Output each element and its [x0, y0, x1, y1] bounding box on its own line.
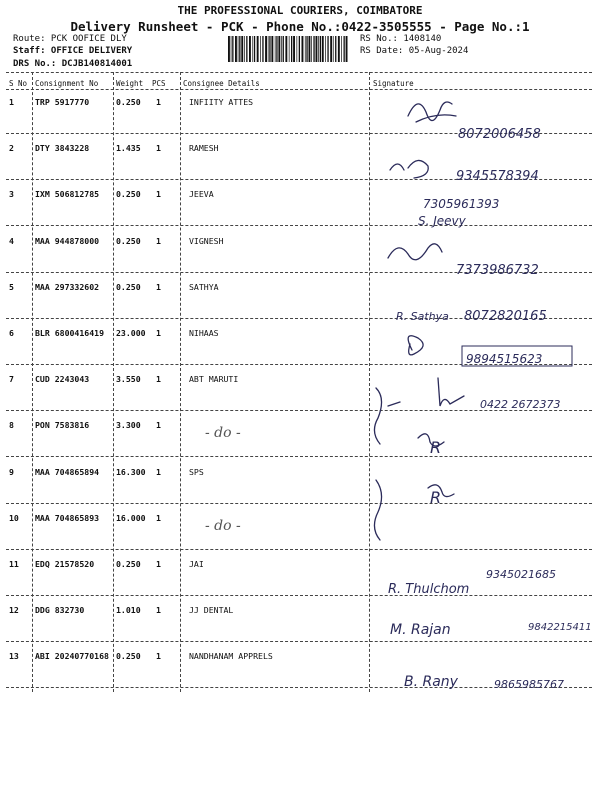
cell-pcs: 1: [156, 235, 161, 246]
route-label: Route: PCK OOFICE DLY: [13, 34, 127, 44]
handwritten-phone: 7373986732: [456, 263, 539, 278]
barcode-bar: [325, 36, 326, 62]
signature-scribble: [408, 336, 423, 355]
cell-pcs: 1: [156, 605, 161, 616]
cell-consignee: VIGNESH: [189, 235, 224, 246]
cell-pcs: 1: [156, 466, 161, 477]
cell-sno: 7: [9, 374, 14, 385]
cell-weight: 1.010: [116, 605, 141, 616]
cell-weight: 16.300: [116, 466, 146, 477]
cell-pcs: 1: [156, 420, 161, 431]
handwritten-phone: 8072006458: [458, 127, 541, 142]
barcode-bar: [344, 36, 345, 62]
barcode-bar: [260, 36, 261, 62]
cell-weight: 3.300: [116, 420, 141, 431]
cell-consignment: EDQ 21578520: [35, 559, 95, 569]
barcode-bar: [257, 36, 259, 62]
barcode-bar: [278, 36, 280, 62]
cell-weight: 0.250: [116, 281, 141, 292]
col-header-sno: S No: [9, 79, 28, 88]
col-header-pcs: PCS: [152, 79, 166, 88]
handwritten-phone: 9842215411: [528, 622, 592, 633]
barcode-bar: [262, 36, 263, 62]
barcode-bar: [241, 36, 243, 62]
company-title: THE PROFESSIONAL COURIERS, COIMBATORE: [177, 4, 423, 17]
barcode-bar: [330, 36, 332, 62]
barcode-bar: [341, 36, 342, 62]
barcode-bar: [271, 36, 273, 62]
cell-consignee: JEEVA: [189, 189, 214, 200]
handwritten-phone: 0422 2672373: [480, 398, 561, 411]
cell-consignment: MAA 704865894: [35, 466, 100, 477]
cell-weight: 23.000: [116, 328, 146, 338]
cell-consignment: MAA 704865893: [35, 512, 100, 523]
cell-consignee: SATHYA: [189, 281, 219, 292]
barcode-bar: [285, 36, 287, 62]
barcode-bar: [249, 36, 251, 62]
drs-number: DRS No.: DCJB140814001: [13, 59, 133, 69]
barcode-bar: [252, 36, 253, 62]
barcode-bar: [238, 36, 239, 62]
cell-consignment: CUD 2243043: [35, 374, 90, 385]
cell-consignee: NIHAAS: [189, 328, 219, 338]
barcode-bar: [293, 36, 295, 62]
barcode-bar: [231, 36, 232, 62]
handwritten-phone: 8072820165: [464, 309, 547, 324]
cell-sno: 8: [9, 420, 14, 431]
cell-consignee: NANDHANAM APPRELS: [189, 651, 273, 662]
cell-pcs: 1: [156, 374, 161, 385]
ditto-mark: - do -: [205, 425, 241, 441]
cell-consignment: MAA 297332602: [35, 281, 100, 292]
barcode-bar: [318, 36, 319, 62]
cell-pcs: 1: [156, 328, 161, 338]
handwritten-phone: 9894515623: [466, 352, 543, 366]
handwritten-signature: B. Rany: [404, 674, 458, 690]
cell-sno: 12: [9, 605, 19, 616]
cell-sno: 10: [9, 512, 19, 523]
col-divider: [113, 72, 114, 692]
handwritten-initials: R: [430, 438, 442, 457]
barcode-bar: [246, 36, 247, 62]
col-header-consignee: Consignee Details: [183, 79, 260, 88]
cell-pcs: 1: [156, 651, 161, 662]
cell-consignment: BLR 6800416419: [35, 328, 105, 338]
handwritten-phone: 9345578394: [456, 169, 539, 184]
cell-sno: 6: [9, 328, 14, 338]
handwritten-phone: 9865985767: [494, 678, 564, 691]
cell-weight: 0.250: [116, 189, 141, 200]
barcode-bar: [268, 36, 269, 62]
cell-consignment: PON 7583816: [35, 420, 90, 431]
cell-weight: 3.550: [116, 374, 141, 385]
barcode-bar: [276, 36, 277, 62]
barcode-bar: [299, 36, 300, 62]
cell-pcs: 1: [156, 143, 161, 154]
barcode: [228, 36, 348, 62]
barcode-bar: [327, 36, 328, 62]
signature-scribble: [374, 480, 381, 540]
barcode-bar: [297, 36, 298, 62]
barcode-bar: [281, 36, 282, 62]
handwritten-signature: R. Thulchom: [388, 582, 470, 597]
barcode-bar: [322, 36, 324, 62]
barcode-bar: [313, 36, 314, 62]
handwritten-signature: R. Sathya: [396, 310, 449, 323]
rs-date: RS Date: 05-Aug-2024: [360, 46, 469, 56]
handwritten-initials: R: [430, 488, 442, 507]
cell-consignment: TRP 5917770: [35, 97, 90, 107]
barcode-bar: [254, 36, 255, 62]
barcode-bar: [309, 36, 311, 62]
handwritten-phone: 7305961393: [423, 197, 500, 211]
cell-consignment: MAA 944878000: [35, 235, 100, 246]
barcode-bar: [275, 36, 276, 62]
barcode-bar: [269, 36, 270, 62]
barcode-bar: [305, 36, 306, 62]
barcode-bar: [244, 36, 245, 62]
col-divider: [180, 72, 181, 692]
staff-label: Staff: OFFICE DELIVERY: [13, 46, 133, 56]
cell-pcs: 1: [156, 189, 161, 200]
barcode-bar: [239, 36, 240, 62]
barcode-bar: [338, 36, 340, 62]
signature-scribble: [390, 160, 428, 178]
col-header-weight: Weight: [116, 79, 144, 88]
signature-scribble: [438, 378, 464, 406]
col-header-signature: Signature: [373, 79, 414, 88]
cell-consignment: DTY 3843228: [35, 143, 90, 154]
barcode-bar: [289, 36, 290, 62]
cell-consignee: ABT MARUTI: [189, 374, 239, 385]
cell-weight: 1.435: [116, 143, 141, 154]
cell-sno: 3: [9, 189, 14, 200]
cell-consignee: SPS: [189, 466, 204, 477]
cell-sno: 9: [9, 466, 14, 477]
barcode-bar: [311, 36, 312, 62]
cell-consignee: JAI: [189, 559, 204, 569]
cell-sno: 13: [9, 651, 19, 662]
barcode-bar: [333, 36, 334, 62]
handwritten-signature: M. Rajan: [390, 622, 451, 638]
cell-consignee: INFIITY ATTES: [189, 97, 254, 107]
cell-pcs: 1: [156, 97, 161, 107]
barcode-bar: [232, 36, 233, 62]
barcode-bar: [316, 36, 318, 62]
cell-sno: 1: [9, 97, 14, 107]
signature-scribble: [408, 102, 456, 122]
barcode-bar: [320, 36, 321, 62]
barcode-bar: [283, 36, 284, 62]
ditto-mark: - do -: [205, 518, 241, 534]
cell-sno: 4: [9, 235, 14, 246]
cell-weight: 0.250: [116, 235, 141, 246]
barcode-bar: [335, 36, 336, 62]
cell-pcs: 1: [156, 281, 161, 292]
barcode-bar: [346, 36, 348, 62]
col-header-consignment: Consignment No: [35, 79, 99, 88]
col-divider: [32, 72, 33, 692]
runsheet-title: Delivery Runsheet - PCK - Phone No.:0422-3505555 - Page No.:1: [70, 19, 530, 34]
cell-sno: 2: [9, 143, 14, 154]
signature-scribble: [388, 244, 442, 260]
rs-number: RS No.: 1408140: [360, 34, 442, 44]
barcode-bar: [306, 36, 307, 62]
cell-weight: 16.000: [116, 512, 146, 523]
signature-scribble: [374, 388, 400, 444]
barcode-bar: [291, 36, 292, 62]
cell-sno: 5: [9, 281, 14, 292]
cell-consignment: ABI 20240770168: [35, 651, 109, 662]
cell-pcs: 1: [156, 559, 161, 569]
cell-weight: 0.250: [116, 559, 141, 569]
cell-pcs: 1: [156, 512, 161, 523]
barcode-bar: [302, 36, 304, 62]
cell-consignee: JJ DENTAL: [189, 605, 234, 616]
barcode-bar: [228, 36, 230, 62]
barcode-bar: [265, 36, 267, 62]
handwritten-phone: 9345021685: [486, 568, 556, 581]
cell-consignment: DDG 832730: [35, 605, 85, 616]
handwritten-signature: S. Jeevy: [418, 214, 466, 228]
cell-consignee: RAMESH: [189, 143, 219, 154]
cell-consignment: IXM 506812785: [35, 189, 100, 200]
cell-weight: 0.250: [116, 651, 141, 662]
signature-column: [368, 88, 600, 698]
barcode-bar: [235, 36, 237, 62]
cell-weight: 0.250: [116, 97, 141, 107]
cell-sno: 11: [9, 559, 19, 569]
table-top-rule: [6, 72, 592, 73]
